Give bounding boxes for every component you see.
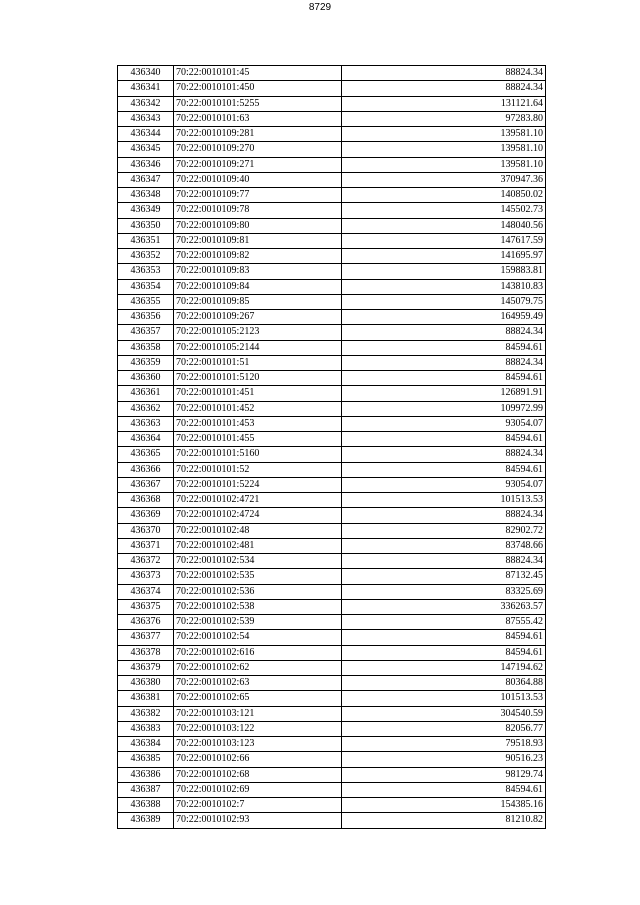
- row-number-cell: 436376: [118, 615, 174, 630]
- cadastral-value-cell: 164959.49: [342, 310, 546, 325]
- row-number-cell: 436375: [118, 599, 174, 614]
- cadastral-number-cell: 70:22:0010101:5160: [174, 447, 342, 462]
- cadastral-number-cell: 70:22:0010102:63: [174, 676, 342, 691]
- table-row: [118, 493, 546, 508]
- table-row: [118, 355, 546, 370]
- cadastral-value-cell: 80364.88: [342, 676, 546, 691]
- cadastral-value-cell: 141695.97: [342, 249, 546, 264]
- cadastral-number-cell: 70:22:0010102:93: [174, 813, 342, 828]
- table-row: [118, 218, 546, 233]
- cadastral-value-cell: 145502.73: [342, 203, 546, 218]
- table-row: [118, 447, 546, 462]
- table-row: [118, 813, 546, 828]
- row-number-cell: 436348: [118, 188, 174, 203]
- cadastral-number-cell: 70:22:0010102:4724: [174, 508, 342, 523]
- cadastral-value-cell: 139581.10: [342, 157, 546, 172]
- table-row: [118, 660, 546, 675]
- cadastral-value-cell: 84594.61: [342, 782, 546, 797]
- table-row: [118, 233, 546, 248]
- row-number-cell: 436386: [118, 767, 174, 782]
- row-number-cell: 436354: [118, 279, 174, 294]
- cadastral-number-cell: 70:22:0010101:51: [174, 355, 342, 370]
- table-row: [118, 508, 546, 523]
- row-number-cell: 436340: [118, 66, 174, 81]
- row-number-cell: 436358: [118, 340, 174, 355]
- cadastral-number-cell: 70:22:0010102:68: [174, 767, 342, 782]
- cadastral-value-cell: 87555.42: [342, 615, 546, 630]
- cadastral-number-cell: 70:22:0010102:536: [174, 584, 342, 599]
- cadastral-value-cell: 304540.59: [342, 706, 546, 721]
- cadastral-number-cell: 70:22:0010109:270: [174, 142, 342, 157]
- row-number-cell: 436388: [118, 798, 174, 813]
- cadastral-value-cell: 84594.61: [342, 630, 546, 645]
- row-number-cell: 436357: [118, 325, 174, 340]
- row-number-cell: 436365: [118, 447, 174, 462]
- cadastral-value-cell: 145079.75: [342, 294, 546, 309]
- table-row: [118, 371, 546, 386]
- cadastral-number-cell: 70:22:0010109:267: [174, 310, 342, 325]
- cadastral-value-cell: 93054.07: [342, 477, 546, 492]
- cadastral-number-cell: 70:22:0010101:452: [174, 401, 342, 416]
- row-number-cell: 436381: [118, 691, 174, 706]
- row-number-cell: 436380: [118, 676, 174, 691]
- row-number-cell: 436389: [118, 813, 174, 828]
- cadastral-value-cell: 79518.93: [342, 737, 546, 752]
- cadastral-value-cell: 87132.45: [342, 569, 546, 584]
- cadastral-number-cell: 70:22:0010101:63: [174, 111, 342, 126]
- row-number-cell: 436382: [118, 706, 174, 721]
- table-row: [118, 294, 546, 309]
- cadastral-number-cell: 70:22:0010103:121: [174, 706, 342, 721]
- cadastral-value-cell: 90516.23: [342, 752, 546, 767]
- table-row: [118, 96, 546, 111]
- cadastral-value-cell: 143810.83: [342, 279, 546, 294]
- row-number-cell: 436349: [118, 203, 174, 218]
- table-row: [118, 645, 546, 660]
- row-number-cell: 436356: [118, 310, 174, 325]
- cadastral-number-cell: 70:22:0010102:48: [174, 523, 342, 538]
- row-number-cell: 436385: [118, 752, 174, 767]
- table-row: [118, 325, 546, 340]
- table-row: [118, 386, 546, 401]
- cadastral-value-cell: 109972.99: [342, 401, 546, 416]
- table-row: [118, 111, 546, 126]
- table-row: [118, 127, 546, 142]
- cadastral-number-cell: 70:22:0010109:83: [174, 264, 342, 279]
- table-row: [118, 767, 546, 782]
- cadastral-number-cell: 70:22:0010109:78: [174, 203, 342, 218]
- row-number-cell: 436384: [118, 737, 174, 752]
- table-row: [118, 310, 546, 325]
- cadastral-value-cell: 82902.72: [342, 523, 546, 538]
- cadastral-value-cell: 84594.61: [342, 645, 546, 660]
- cadastral-number-cell: 70:22:0010102:66: [174, 752, 342, 767]
- row-number-cell: 436361: [118, 386, 174, 401]
- row-number-cell: 436352: [118, 249, 174, 264]
- cadastral-value-cell: 154385.16: [342, 798, 546, 813]
- cadastral-value-cell: 84594.61: [342, 462, 546, 477]
- table-row: [118, 188, 546, 203]
- table-row: [118, 477, 546, 492]
- row-number-cell: 436383: [118, 721, 174, 736]
- row-number-cell: 436350: [118, 218, 174, 233]
- cadastral-number-cell: 70:22:0010109:82: [174, 249, 342, 264]
- cadastral-value-cell: 147617.59: [342, 233, 546, 248]
- row-number-cell: 436360: [118, 371, 174, 386]
- cadastral-value-cell: 98129.74: [342, 767, 546, 782]
- cadastral-value-cell: 140850.02: [342, 188, 546, 203]
- row-number-cell: 436366: [118, 462, 174, 477]
- cadastral-value-cell: 88824.34: [342, 554, 546, 569]
- cadastral-value-cell: 93054.07: [342, 416, 546, 431]
- cadastral-value-cell: 159883.81: [342, 264, 546, 279]
- cadastral-value-cell: 88824.34: [342, 355, 546, 370]
- cadastral-number-cell: 70:22:0010101:450: [174, 81, 342, 96]
- cadastral-number-cell: 70:22:0010101:45: [174, 66, 342, 81]
- cadastral-value-cell: 81210.82: [342, 813, 546, 828]
- cadastral-value-cell: 139581.10: [342, 142, 546, 157]
- table-row: [118, 630, 546, 645]
- row-number-cell: 436387: [118, 782, 174, 797]
- cadastral-value-cell: 88824.34: [342, 508, 546, 523]
- cadastral-number-cell: 70:22:0010102:4721: [174, 493, 342, 508]
- cadastral-value-cell: 336263.57: [342, 599, 546, 614]
- table-row: [118, 81, 546, 96]
- table-row: [118, 798, 546, 813]
- row-number-cell: 436379: [118, 660, 174, 675]
- row-number-cell: 436362: [118, 401, 174, 416]
- table-row: [118, 737, 546, 752]
- cadastral-number-cell: 70:22:0010101:52: [174, 462, 342, 477]
- cadastral-number-cell: 70:22:0010109:80: [174, 218, 342, 233]
- cadastral-number-cell: 70:22:0010101:5224: [174, 477, 342, 492]
- row-number-cell: 436347: [118, 172, 174, 187]
- cadastral-value-cell: 147194.62: [342, 660, 546, 675]
- table-row: [118, 569, 546, 584]
- cadastral-number-cell: 70:22:0010101:5255: [174, 96, 342, 111]
- cadastral-number-cell: 70:22:0010102:616: [174, 645, 342, 660]
- cadastral-number-cell: 70:22:0010101:455: [174, 432, 342, 447]
- cadastral-value-cell: 84594.61: [342, 340, 546, 355]
- row-number-cell: 436364: [118, 432, 174, 447]
- table-row: [118, 599, 546, 614]
- row-number-cell: 436341: [118, 81, 174, 96]
- cadastral-number-cell: 70:22:0010109:77: [174, 188, 342, 203]
- cadastral-value-table: [117, 65, 546, 829]
- cadastral-number-cell: 70:22:0010101:5120: [174, 371, 342, 386]
- cadastral-number-cell: 70:22:0010109:84: [174, 279, 342, 294]
- row-number-cell: 436359: [118, 355, 174, 370]
- cadastral-value-cell: 131121.64: [342, 96, 546, 111]
- table-row: [118, 416, 546, 431]
- cadastral-value-cell: 82056.77: [342, 721, 546, 736]
- row-number-cell: 436363: [118, 416, 174, 431]
- row-number-cell: 436351: [118, 233, 174, 248]
- row-number-cell: 436372: [118, 554, 174, 569]
- cadastral-number-cell: 70:22:0010102:7: [174, 798, 342, 813]
- cadastral-number-cell: 70:22:0010109:40: [174, 172, 342, 187]
- table-row: [118, 691, 546, 706]
- row-number-cell: 436346: [118, 157, 174, 172]
- cadastral-number-cell: 70:22:0010102:535: [174, 569, 342, 584]
- table-row: [118, 523, 546, 538]
- row-number-cell: 436355: [118, 294, 174, 309]
- cadastral-value-cell: 83325.69: [342, 584, 546, 599]
- table-row: [118, 157, 546, 172]
- cadastral-number-cell: 70:22:0010102:54: [174, 630, 342, 645]
- table-row: [118, 432, 546, 447]
- table-row: [118, 721, 546, 736]
- cadastral-value-cell: 88824.34: [342, 81, 546, 96]
- cadastral-number-cell: 70:22:0010102:65: [174, 691, 342, 706]
- cadastral-number-cell: 70:22:0010102:69: [174, 782, 342, 797]
- cadastral-number-cell: 70:22:0010105:2144: [174, 340, 342, 355]
- cadastral-number-cell: 70:22:0010109:85: [174, 294, 342, 309]
- row-number-cell: 436371: [118, 538, 174, 553]
- cadastral-number-cell: 70:22:0010103:123: [174, 737, 342, 752]
- table-row: [118, 249, 546, 264]
- cadastral-number-cell: 70:22:0010109:281: [174, 127, 342, 142]
- table-row: [118, 752, 546, 767]
- table-row: [118, 279, 546, 294]
- table-row: [118, 706, 546, 721]
- row-number-cell: 436353: [118, 264, 174, 279]
- cadastral-number-cell: 70:22:0010109:271: [174, 157, 342, 172]
- cadastral-value-cell: 97283.80: [342, 111, 546, 126]
- cadastral-number-cell: 70:22:0010103:122: [174, 721, 342, 736]
- row-number-cell: 436373: [118, 569, 174, 584]
- table-body: [118, 66, 546, 829]
- table-row: [118, 66, 546, 81]
- cadastral-number-cell: 70:22:0010101:451: [174, 386, 342, 401]
- cadastral-value-cell: 83748.66: [342, 538, 546, 553]
- row-number-cell: 436368: [118, 493, 174, 508]
- page-number: 8729: [308, 2, 332, 13]
- cadastral-value-cell: 84594.61: [342, 432, 546, 447]
- row-number-cell: 436345: [118, 142, 174, 157]
- table-row: [118, 538, 546, 553]
- row-number-cell: 436369: [118, 508, 174, 523]
- table-row: [118, 401, 546, 416]
- row-number-cell: 436342: [118, 96, 174, 111]
- cadastral-number-cell: 70:22:0010101:453: [174, 416, 342, 431]
- row-number-cell: 436378: [118, 645, 174, 660]
- table-row: [118, 615, 546, 630]
- cadastral-value-cell: 101513.53: [342, 493, 546, 508]
- table-row: [118, 142, 546, 157]
- row-number-cell: 436374: [118, 584, 174, 599]
- cadastral-value-cell: 139581.10: [342, 127, 546, 142]
- cadastral-number-cell: 70:22:0010102:539: [174, 615, 342, 630]
- row-number-cell: 436343: [118, 111, 174, 126]
- cadastral-value-cell: 88824.34: [342, 66, 546, 81]
- cadastral-value-cell: 88824.34: [342, 447, 546, 462]
- table-row: [118, 340, 546, 355]
- cadastral-value-cell: 88824.34: [342, 325, 546, 340]
- table-row: [118, 584, 546, 599]
- cadastral-value-cell: 148040.56: [342, 218, 546, 233]
- cadastral-number-cell: 70:22:0010102:538: [174, 599, 342, 614]
- row-number-cell: 436370: [118, 523, 174, 538]
- table-row: [118, 676, 546, 691]
- table-row: [118, 264, 546, 279]
- table-row: [118, 554, 546, 569]
- cadastral-number-cell: 70:22:0010105:2123: [174, 325, 342, 340]
- cadastral-value-cell: 370947.36: [342, 172, 546, 187]
- row-number-cell: 436344: [118, 127, 174, 142]
- cadastral-value-cell: 84594.61: [342, 371, 546, 386]
- cadastral-value-cell: 126891.91: [342, 386, 546, 401]
- table-row: [118, 172, 546, 187]
- cadastral-number-cell: 70:22:0010102:62: [174, 660, 342, 675]
- cadastral-number-cell: 70:22:0010102:534: [174, 554, 342, 569]
- table-row: [118, 782, 546, 797]
- row-number-cell: 436367: [118, 477, 174, 492]
- table-row: [118, 203, 546, 218]
- cadastral-number-cell: 70:22:0010109:81: [174, 233, 342, 248]
- row-number-cell: 436377: [118, 630, 174, 645]
- table-row: [118, 462, 546, 477]
- cadastral-value-cell: 101513.53: [342, 691, 546, 706]
- cadastral-number-cell: 70:22:0010102:481: [174, 538, 342, 553]
